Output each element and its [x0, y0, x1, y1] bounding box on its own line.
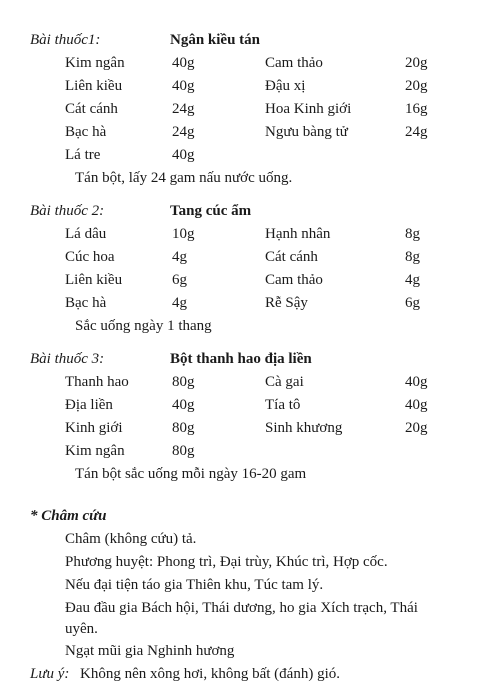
acupuncture-line: Đau đầu gia Bách hội, Thái dương, ho gia Xích trạch, Thái: [65, 600, 418, 616]
acupuncture-line: Nếu đại tiện táo gia Thiên khu, Túc tam lý.: [65, 577, 324, 593]
note-text: Không nên xông hơi, không bất (đánh) gió.: [80, 666, 340, 682]
ingredient-amount: 40g: [172, 55, 195, 71]
ingredient-amount: 4g: [405, 272, 420, 288]
ingredient-name: Kinh giới: [65, 420, 123, 436]
ingredient-amount: 4g: [172, 249, 187, 265]
recipe-label: Bài thuốc 3:: [30, 351, 105, 367]
ingredient-name: Hoa Kinh giới: [265, 101, 352, 117]
ingredient-name: Cát cánh: [265, 249, 318, 265]
ingredient-name: Cà gai: [265, 374, 304, 390]
recipe-label: Bài thuốc 2:: [30, 203, 105, 219]
ingredient-name: Địa liền: [65, 397, 113, 413]
ingredient-amount: 40g: [405, 374, 428, 390]
ingredient-name: Cúc hoa: [65, 249, 115, 265]
ingredient-amount: 24g: [172, 101, 195, 117]
acupuncture-line: Châm (không cứu) tả.: [65, 531, 197, 547]
ingredient-amount: 40g: [172, 147, 195, 163]
ingredient-amount: 80g: [172, 374, 195, 390]
recipe-instruction: Tán bột, lấy 24 gam nấu nước uống.: [75, 170, 293, 186]
ingredient-name: Cát cánh: [65, 101, 118, 117]
ingredient-name: Bạc hà: [65, 295, 107, 311]
ingredient-name: Liên kiều: [65, 272, 123, 288]
ingredient-amount: 8g: [405, 249, 420, 265]
acupuncture-line: uyên.: [65, 621, 98, 637]
recipe-title: Bột thanh hao địa liền: [170, 351, 312, 367]
ingredient-amount: 20g: [405, 78, 428, 94]
ingredient-amount: 6g: [172, 272, 187, 288]
ingredient-amount: 40g: [405, 397, 428, 413]
acupuncture-line: Ngạt mũi gia Nghinh hương: [65, 643, 235, 659]
ingredient-amount: 8g: [405, 226, 420, 242]
ingredient-name: Ngưu bàng tử: [265, 124, 348, 140]
ingredient-name: Rễ Sậy: [265, 295, 308, 311]
ingredient-name: Thanh hao: [65, 374, 129, 390]
ingredient-amount: 24g: [172, 124, 195, 140]
ingredient-amount: 16g: [405, 101, 428, 117]
ingredient-name: Tía tô: [265, 397, 301, 413]
ingredient-name: Đậu xị: [265, 78, 306, 94]
ingredient-name: Sinh khương: [265, 420, 343, 436]
ingredient-amount: 20g: [405, 420, 428, 436]
recipe-title: Tang cúc ẩm: [170, 203, 252, 219]
ingredient-name: Kim ngân: [65, 55, 125, 71]
ingredient-amount: 24g: [405, 124, 428, 140]
note-label: Lưu ý:: [30, 666, 70, 682]
ingredient-amount: 20g: [405, 55, 428, 71]
recipe-label: Bài thuốc1:: [30, 32, 101, 48]
ingredient-name: Cam thảo: [265, 55, 323, 71]
ingredient-name: Cam thảo: [265, 272, 323, 288]
recipe-instruction: Sắc uống ngày 1 thang: [75, 318, 212, 334]
ingredient-name: Lá dâu: [65, 226, 107, 242]
ingredient-amount: 6g: [405, 295, 420, 311]
acupuncture-line: Phương huyệt: Phong trì, Đại trùy, Khúc trì, Hợp cốc.: [65, 554, 388, 570]
ingredient-name: Hạnh nhân: [265, 226, 331, 242]
ingredient-name: Liên kiều: [65, 78, 123, 94]
ingredient-amount: 40g: [172, 78, 195, 94]
recipe-title: Ngân kiều tán: [170, 32, 261, 48]
ingredient-amount: 80g: [172, 420, 195, 436]
recipe-instruction: Tán bột sắc uống mỗi ngày 16-20 gam: [75, 466, 307, 482]
ingredient-name: Bạc hà: [65, 124, 107, 140]
section-heading: * Châm cứu: [30, 508, 107, 524]
ingredient-amount: 80g: [172, 443, 195, 459]
ingredient-name: Lá tre: [65, 147, 101, 163]
ingredient-amount: 40g: [172, 397, 195, 413]
ingredient-amount: 10g: [172, 226, 195, 242]
ingredient-amount: 4g: [172, 295, 187, 311]
ingredient-name: Kim ngân: [65, 443, 125, 459]
